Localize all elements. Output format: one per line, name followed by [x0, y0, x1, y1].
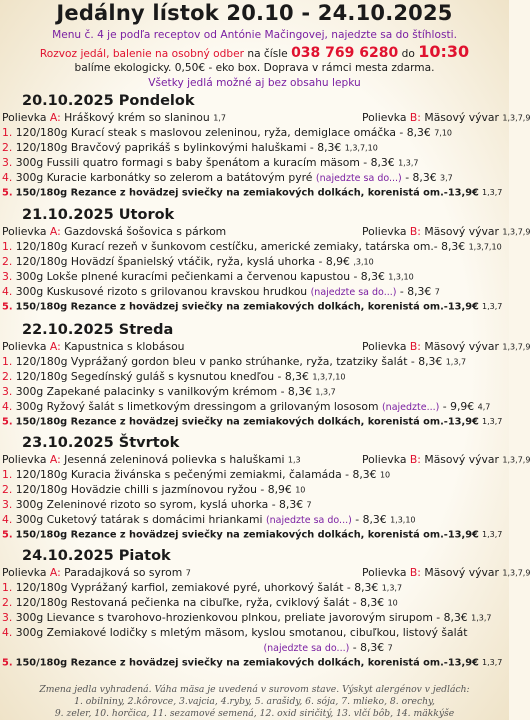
meal-number: 4. [2, 285, 13, 298]
meal-row[interactable] [0, 527, 509, 542]
meal-description: 150/180g Rezance z hovädzej sviečky na zemiakových dolkách, korenistá om.-13,9€ [15, 416, 479, 428]
soup-a [2, 110, 226, 126]
soup-a-letter: A: [49, 453, 61, 466]
soup-a-letter: A: [49, 340, 61, 353]
meal-text [2, 185, 502, 201]
meal-row[interactable] [0, 155, 509, 170]
soup-b-name: Mäsový vývar [424, 340, 499, 353]
soup-a-name: Hráškový krém so slaninou [64, 111, 210, 124]
soup-a-label: Polievka [2, 225, 47, 238]
footer-allergens-2: 9. zeler, 10. horčica, 11. sezamové semená, 12. oxid siričitý, 13. vlčí bôb, 14. mäkkýše [54, 708, 455, 719]
meal-number: 2. [2, 141, 13, 154]
meal-price: - 9,9€ [439, 400, 475, 413]
soup-a [2, 224, 226, 240]
meal-row[interactable] [0, 497, 509, 512]
meal-description: 150/180g Rezance z hovädzej sviečky na zemiakových dolkách, korenistá om.-13,9€ [15, 301, 479, 313]
soup-a-label: Polievka [2, 340, 47, 353]
day-section [0, 206, 530, 314]
meal-allergens: 7,10 [434, 128, 453, 138]
meal-row[interactable] [0, 595, 509, 610]
soup-b-allergens: 1,3,7,9 [502, 227, 530, 237]
day-heading: 21.10.2025 Utorok [22, 207, 175, 223]
delivery-prefix: Rozvoz jedál, balenie na osobný odber [39, 48, 244, 60]
soup-b-allergens: 1,3,7,9 [502, 568, 530, 578]
meal-description: 120/180g Restovaná pečienka na cibuľke, ryža, cviklový šalát - 8,3€ [15, 596, 385, 609]
day-section [0, 321, 530, 429]
meal-allergens: 1,3,10 [390, 515, 416, 525]
meal-text [2, 512, 416, 528]
soup-b-name: Mäsový vývar [424, 453, 499, 466]
meal-number: 5. [2, 529, 13, 541]
soup-a-allergens: 1,7 [213, 113, 226, 123]
soup-b-label: Polievka [362, 225, 407, 238]
meal-text [2, 254, 374, 270]
soup-b-letter: B: [409, 566, 421, 579]
meal-row[interactable] [0, 269, 509, 284]
meal-number: 5. [2, 416, 13, 428]
meal-description: 120/180g Vyprážaný gordon bleu v panko strúhanke, ryža, tzatziky šalát - 8,3€ [15, 355, 443, 368]
menu-note: Menu č. 4 je podľa receptov od Antónie Mačingovej, najedzte sa do štíhlosti. [52, 29, 457, 41]
meal-text [2, 369, 345, 385]
meal-row[interactable] [0, 414, 509, 429]
meal-description: 300g Zapekané palacinky s vanilkovým krémom - 8,3€ [15, 385, 312, 398]
meal-text [2, 625, 472, 656]
soup-a-label: Polievka [2, 111, 47, 124]
meal-description: 120/180g Hovädzí španielský vtáčik, ryža, kyslá uhorka - 8,9€ [15, 255, 350, 268]
soup-b [362, 339, 530, 355]
soup-b [362, 565, 530, 581]
meal-number: 3. [2, 385, 13, 398]
meal-row[interactable] [0, 239, 509, 254]
meal-allergens: 10 [379, 470, 391, 480]
meal-row[interactable] [0, 512, 509, 527]
meal-row[interactable] [0, 625, 509, 655]
packaging-note: balíme ekologicky. 0,50€ - eko box. Doprava v rámci mesta zdarma. [74, 62, 435, 74]
meal-description: 120/180g Kuracia živánska s pečenými zemiakmi, čalamáda - 8,3€ [15, 468, 377, 481]
soup-a [2, 452, 301, 468]
meal-portion-hint: (najedzte sa do...) [315, 173, 402, 184]
meal-row[interactable] [0, 170, 509, 185]
soup-a-label: Polievka [2, 453, 47, 466]
meal-description: 150/180g Rezance z hovädzej sviečky na zemiakových dolkách, korenistá om.-13,9€ [15, 187, 479, 199]
meal-number: 5. [2, 657, 13, 669]
meal-number: 4. [2, 400, 13, 413]
soup-a-name: Jesenná zeleninová polievka s haluškami [64, 453, 285, 466]
footer-disclaimer: Zmena jedla vyhradená. Váha mäsa je uvedená v surovom stave. Výskyt alergénov v jedlách: [39, 684, 470, 695]
soup-a-name: Kapustnica s klobásou [64, 340, 185, 353]
meal-allergens: 1,3,7 [471, 613, 492, 623]
meal-price: - 8,3€ [401, 171, 437, 184]
meal-text [2, 527, 502, 543]
soup-b-allergens: 1,3,7,9 [502, 342, 530, 352]
meal-number: 2. [2, 483, 13, 496]
soup-b-letter: B: [409, 225, 421, 238]
soup-b-letter: B: [409, 340, 421, 353]
meal-number: 4. [2, 513, 13, 526]
meal-portion-hint: (najedzte...) [381, 402, 440, 413]
meal-description: 300g Ryžový šalát s limetkovým dressingom a grilovaným lososom [15, 400, 379, 413]
meal-allergens: 1,3,7 [481, 417, 503, 426]
meal-allergens: 7 [306, 500, 312, 510]
day-section [0, 547, 530, 670]
gluten-free-note: Všetky jedlá možné aj bez obsahu lepku [148, 77, 361, 89]
meal-text [2, 269, 414, 285]
meal-text [2, 140, 378, 156]
meal-allergens: 1,3,7 [481, 530, 503, 539]
soup-a-name: Paradajková so syrom [64, 566, 183, 579]
meal-text [2, 482, 305, 498]
soup-b-name: Mäsový vývar [424, 225, 499, 238]
meal-description: 120/180g Vyprážaný karfiol, zemiakové pyré, uhorkový šalát - 8,3€ [15, 581, 379, 594]
meal-allergens: 1,3,7 [481, 658, 503, 667]
meal-price: - 8,3€ [396, 285, 432, 298]
meal-allergens: 1,3,7 [381, 583, 403, 593]
meal-allergens: 1,3,7 [445, 357, 467, 367]
day-section [0, 434, 530, 542]
meal-row[interactable] [0, 254, 509, 269]
soup-b-name: Mäsový vývar [424, 111, 499, 124]
meal-text [2, 414, 502, 430]
footer-allergens-1: 1. obilniny, 2.kôrovce, 3.vajcia, 4.ryby, 5. arašidy, 6. sója, 7. mlieko, 8. orechy, [74, 696, 435, 707]
meal-number: 4. [2, 171, 13, 184]
soup-b [362, 224, 530, 240]
meal-portion-hint: (najedzte sa do...) [310, 287, 397, 298]
meal-description: 300g Fussili quatro formagi s baby špenátom a kuracím mäsom - 8,3€ [15, 156, 395, 169]
soup-line [0, 110, 530, 125]
meal-text [2, 384, 336, 400]
meal-number: 1. [2, 355, 13, 368]
day-heading: 22.10.2025 Streda [22, 322, 174, 338]
meal-number: 1. [2, 468, 13, 481]
meal-text [2, 239, 502, 255]
meal-price: - 8,3€ [351, 513, 387, 526]
meal-allergens: 1,3,7,10 [468, 242, 502, 252]
meal-portion-hint: (najedzte sa do...) [265, 515, 352, 526]
meal-number: 2. [2, 370, 13, 383]
day-section [0, 92, 530, 200]
soup-line [0, 339, 530, 354]
delivery-mid: na čísle [247, 48, 288, 60]
meal-number: 3. [2, 498, 13, 511]
meal-number: 5. [2, 187, 13, 199]
soup-b [362, 110, 530, 126]
meal-row[interactable] [0, 610, 509, 625]
soup-b-label: Polievka [362, 340, 407, 353]
soup-line [0, 565, 530, 580]
meal-row[interactable] [0, 354, 509, 369]
meal-description: 120/180g Kurací rezeň v šunkovom cestíčku, americké zemiaky, tatárska om.- 8,3€ [15, 240, 466, 253]
soup-b-letter: B: [409, 111, 421, 124]
meal-description: 120/180g Hovädzie chilli s jazmínovou ryžou - 8,9€ [15, 483, 292, 496]
meal-number: 3. [2, 611, 13, 624]
meal-number: 1. [2, 126, 13, 139]
meal-number: 3. [2, 156, 13, 169]
meal-text [2, 595, 398, 611]
meal-text [2, 655, 502, 671]
meal-row[interactable] [0, 299, 509, 314]
soup-b-allergens: 1,3,7,9 [502, 113, 530, 123]
soup-a-letter: A: [49, 225, 61, 238]
meal-row[interactable] [0, 399, 509, 414]
meal-text [2, 497, 312, 513]
meal-row[interactable] [0, 580, 509, 595]
meal-text [2, 399, 490, 415]
meal-description: 120/180g Bravčový paprikáš s bylinkovými haluškami - 8,3€ [15, 141, 342, 154]
meal-allergens: 1,3,7,10 [344, 143, 378, 153]
meal-row[interactable] [0, 284, 509, 299]
day-heading: 23.10.2025 Štvrtok [22, 435, 180, 451]
meal-description: 300g Lokše plnené kuracími pečienkami a červenou kapustou - 8,3€ [15, 270, 385, 283]
soup-a-allergens: 1,3 [287, 455, 301, 465]
meal-number: 2. [2, 596, 13, 609]
meal-description: 150/180g Rezance z hovädzej sviečky na zemiakových dolkách, korenistá om.-13,9€ [15, 529, 479, 541]
soup-a [2, 565, 191, 581]
soup-a-label: Polievka [2, 566, 47, 579]
meal-allergens: 4,7 [477, 402, 491, 412]
meal-description: 300g Kuracie karbonátky so zelerom a batátovým pyré [15, 171, 313, 184]
day-heading: 24.10.2025 Piatok [22, 548, 171, 564]
meal-allergens: 1,3,10 [388, 272, 414, 282]
phone-number[interactable]: 038 769 6280 [291, 45, 399, 61]
meal-number: 5. [2, 301, 13, 313]
soup-a-name: Gazdovská šošovica s párkom [64, 225, 227, 238]
soup-a-allergens: 7 [185, 568, 191, 578]
meal-portion-hint: (najedzte sa do...) [263, 643, 350, 654]
meal-text [2, 125, 452, 141]
meal-description: 300g Zeleninové rizoto so syrom, kyslá uhorka - 8,3€ [15, 498, 304, 511]
soup-b-letter: B: [409, 453, 421, 466]
meal-allergens: 1,3,7 [315, 387, 336, 397]
soup-b-name: Mäsový vývar [424, 566, 499, 579]
meal-number: 2. [2, 255, 13, 268]
meal-allergens: 1,3,7 [398, 158, 419, 168]
meal-number: 4. [2, 626, 13, 639]
meal-description: 300g Cuketový tatárak s domácimi hriankami [15, 513, 263, 526]
meal-row[interactable] [0, 369, 509, 384]
meal-allergens: 10 [387, 598, 398, 608]
soup-b [362, 452, 530, 468]
meal-description: 300g Lievance s tvarohovo-hrozienkovou plnkou, preliate javorovým sirupom - 8,3€ [15, 611, 468, 624]
day-heading: 20.10.2025 Pondelok [22, 93, 195, 109]
soup-a-letter: A: [49, 566, 61, 579]
meal-text [2, 170, 453, 186]
soup-b-allergens: 1,3,7,9 [502, 455, 530, 465]
page-title: Jedálny lístok 20.10 - 24.10.2025 [56, 1, 453, 25]
meal-row[interactable] [0, 125, 509, 140]
until-word: do [401, 48, 415, 60]
soup-b-label: Polievka [362, 453, 407, 466]
soup-line [0, 224, 530, 239]
meal-row[interactable] [0, 467, 509, 482]
meal-number: 1. [2, 581, 13, 594]
meal-allergens: 1,3,7,10 [312, 372, 346, 382]
meal-allergens: 1,3,7 [481, 188, 503, 197]
meal-allergens: 1,3,7 [481, 302, 503, 311]
meal-price: - 8,3€ [349, 641, 385, 654]
meal-allergens: 3,7 [440, 173, 453, 183]
meal-allergens: 7 [387, 643, 393, 653]
soup-a-letter: A: [49, 111, 61, 124]
meal-row[interactable] [0, 185, 509, 200]
meal-row[interactable] [0, 655, 509, 670]
meal-text [2, 284, 440, 300]
meal-allergens: 10 [295, 485, 306, 495]
meal-number: 3. [2, 270, 13, 283]
meal-text [2, 467, 390, 483]
meal-allergens: ,3,10 [353, 257, 374, 267]
meal-text [2, 610, 491, 626]
meal-text [2, 299, 502, 315]
meal-number: 1. [2, 240, 13, 253]
soup-b-label: Polievka [362, 111, 407, 124]
meal-description: 120/180g Segedínský guláš s kysnutou knedľou - 8,3€ [15, 370, 309, 383]
meal-description: 300g Zemiakové lodičky s mletým mäsom, kyslou smotanou, cibuľkou, listový šalát [15, 626, 468, 639]
meal-allergens: 7 [434, 287, 440, 297]
soup-line [0, 452, 530, 467]
meal-text [2, 580, 402, 596]
meal-text [2, 155, 418, 171]
meal-description: 300g Kuskusové rizoto s grilovanou kravskou hrudkou [15, 285, 308, 298]
soup-b-label: Polievka [362, 566, 407, 579]
meal-row[interactable] [0, 384, 509, 399]
until-time: 10:30 [418, 42, 470, 61]
meal-text [2, 354, 466, 370]
meal-description: 120/180g Kurací steak s maslovou zeleninou, ryža, demiglace omáčka - 8,3€ [15, 126, 431, 139]
soup-a [2, 339, 185, 355]
delivery-line [0, 43, 509, 61]
meal-description: 150/180g Rezance z hovädzej sviečky na zemiakových dolkách, korenistá om.-13,9€ [15, 657, 479, 669]
meal-row[interactable] [0, 140, 509, 155]
meal-row[interactable] [0, 482, 509, 497]
